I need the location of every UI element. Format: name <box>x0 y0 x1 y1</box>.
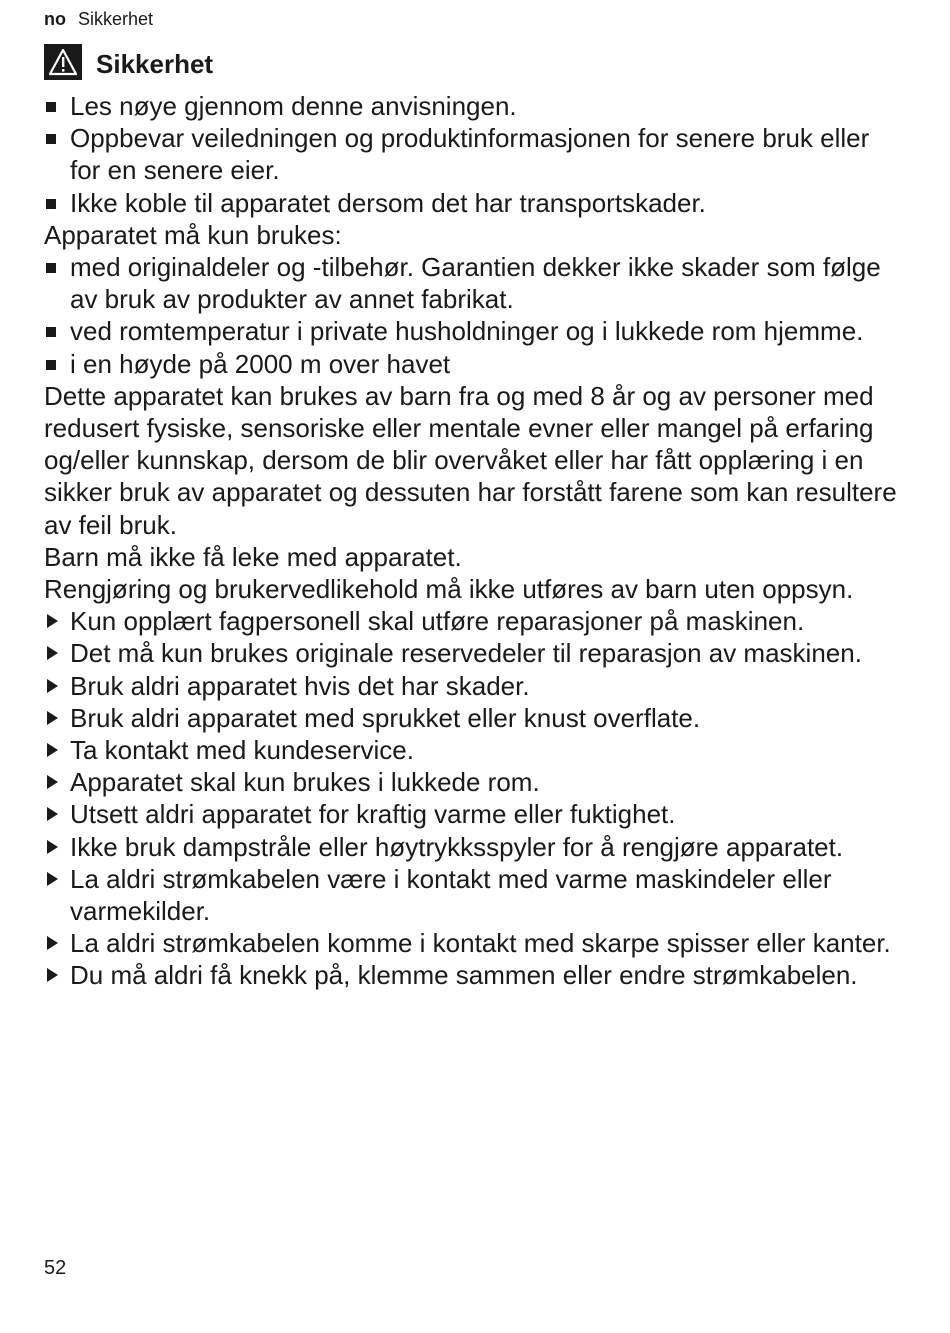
instruction-item <box>44 766 904 798</box>
warning-triangle-icon <box>44 44 82 80</box>
item-text: ved romtemperatur i private husholdninger og i lukkede rom hjemme. <box>70 316 864 347</box>
instruction-item <box>44 798 904 830</box>
square-bullet-icon <box>44 348 70 380</box>
triangle-arrow-icon <box>44 734 70 766</box>
item-text: Les nøye gjennom denne anvisningen. <box>70 91 517 121</box>
instruction-item <box>44 734 904 766</box>
triangle-arrow-icon <box>44 702 70 734</box>
safety-content <box>44 90 904 992</box>
language-code: no <box>44 9 66 29</box>
bullet-item <box>44 348 904 380</box>
triangle-arrow-icon <box>44 927 70 959</box>
instruction-item <box>44 637 904 669</box>
item-text: Ikke bruk dampstråle eller høytrykksspyler for å rengjøre apparatet. <box>70 831 844 862</box>
item-text: Oppbevar veiledningen og produktinformasjonen for senere bruk eller for en senere eier. <box>70 123 870 186</box>
bullet-item <box>44 122 904 186</box>
instruction-item <box>44 831 904 863</box>
item-text: La aldri strømkabelen komme i kontakt med skarpe spisser eller kanter. <box>70 928 891 959</box>
item-text: La aldri strømkabelen være i kontakt med varme maskindeler eller varmekilder. <box>70 863 832 927</box>
instruction-item <box>44 702 904 734</box>
item-text: Ta kontakt med kundeservice. <box>70 735 414 766</box>
item-text: Det må kun brukes originale reservedeler til reparasjon av maskinen. <box>70 638 862 669</box>
triangle-arrow-icon <box>44 670 70 702</box>
section-title-row <box>44 44 213 80</box>
item-text: Apparatet skal kun brukes i lukkede rom. <box>70 767 540 798</box>
square-bullet-icon <box>44 187 70 219</box>
item-text: med originaldeler og -tilbehør. Garantien dekker ikke skader som følge av bruk av produkter av annet fabrikat. <box>70 252 881 315</box>
section-title: Sikkerhet <box>96 49 214 79</box>
instruction-item <box>44 670 904 702</box>
bullet-item <box>44 90 904 122</box>
instruction-item <box>44 927 904 959</box>
paragraph: Rengjøring og brukervedlikehold må ikke utføres av barn uten oppsyn. <box>44 574 854 605</box>
triangle-arrow-icon <box>44 959 70 991</box>
paragraph: Apparatet må kun brukes: <box>44 219 342 250</box>
triangle-arrow-icon <box>44 863 70 927</box>
triangle-arrow-icon <box>44 831 70 863</box>
paragraph: Dette apparatet kan brukes av barn fra og med 8 år og av personer med redusert fysiske, sensoriske eller mentale evner eller mangel på erfaring og/eller kunnskap, dersom de blir overvåket eller har fått opplæring i en sikker bruk av apparatet og dessuten har forstått farene som kan resultere av feil bruk. <box>44 380 897 540</box>
item-text: Du må aldri få knekk på, klemme sammen eller endre strømkabelen. <box>70 960 858 991</box>
item-text: Utsett aldri apparatet for kraftig varme eller fuktighet. <box>70 799 676 830</box>
instruction-item <box>44 959 904 991</box>
item-text: i en høyde på 2000 m over havet <box>70 348 451 379</box>
header-section-title: Sikkerhet <box>78 9 154 29</box>
page-header <box>44 7 153 31</box>
item-text: Ikke koble til apparatet dersom det har transportskader. <box>70 187 706 218</box>
item-text: Bruk aldri apparatet hvis det har skader. <box>70 670 530 701</box>
triangle-arrow-icon <box>44 798 70 830</box>
item-text: Bruk aldri apparatet med sprukket eller knust overflate. <box>70 702 701 733</box>
triangle-arrow-icon <box>44 766 70 798</box>
square-bullet-icon <box>44 90 70 122</box>
instruction-item <box>44 863 904 927</box>
triangle-arrow-icon <box>44 605 70 637</box>
square-bullet-icon <box>44 251 70 315</box>
square-bullet-icon <box>44 122 70 186</box>
item-text: Kun opplært fagpersonell skal utføre reparasjoner på maskinen. <box>70 606 805 637</box>
paragraph: Barn må ikke få leke med apparatet. <box>44 541 462 572</box>
triangle-arrow-icon <box>44 637 70 669</box>
square-bullet-icon <box>44 315 70 347</box>
instruction-item <box>44 605 904 637</box>
bullet-item <box>44 315 904 347</box>
page-number: 52 <box>44 1257 67 1279</box>
bullet-item <box>44 251 904 315</box>
bullet-item <box>44 187 904 219</box>
